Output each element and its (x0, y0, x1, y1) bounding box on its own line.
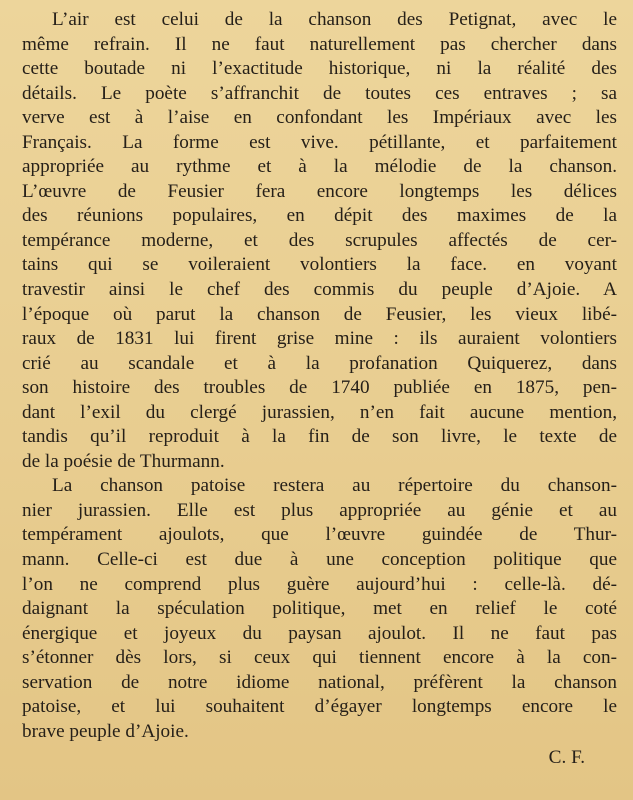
text-line: dant l’exil du clergé jurassien, n’en fait aucune mention, (22, 401, 617, 423)
text-line: daignant la spéculation politique, met en relief le coté (22, 598, 617, 620)
text-line: tempérance moderne, et des scrupules affectés de cer- (22, 229, 617, 251)
text-line: Français. La forme est vive. pétillante, et parfaitement (22, 131, 617, 153)
text-line: son histoire des troubles de 1740 publiée en 1875, pen- (22, 377, 617, 399)
paragraph-1 (22, 8, 617, 474)
text-line: servation de notre idiome national, préfèrent la chanson (22, 671, 617, 693)
paragraph-2 (22, 474, 617, 744)
text-line: de la poésie de Thurmann. (22, 450, 225, 472)
text-line: La chanson patoise restera au répertoire du chanson- (52, 475, 617, 497)
text-line: appropriée au rythme et à la mélodie de la chanson. (22, 156, 617, 178)
text-line: raux de 1831 lui firent grise mine : ils auraient volontiers (22, 328, 617, 350)
text-line: nier jurassien. Elle est plus appropriée au génie et au (22, 499, 617, 521)
text-line: détails. Le poète s’affranchit de toutes ces entraves ; sa (22, 82, 617, 104)
text-line: des réunions populaires, en dépit des maximes de la (22, 205, 617, 227)
text-line: cette boutade ni l’exactitude historique, ni la réalité des (22, 58, 617, 80)
text-line: tandis qu’il reproduit à la fin de son livre, le texte de (22, 426, 617, 448)
text-line: verve est à l’aise en confondant les Impériaux avec les (22, 107, 617, 129)
text-line: crié au scandale et à la profanation Quiquerez, dans (22, 352, 617, 374)
text-line: même refrain. Il ne faut naturellement pas chercher dans (22, 33, 617, 55)
text-line: tempérament ajoulots, que l’œuvre guindée de Thur- (22, 524, 617, 546)
text-line: L’air est celui de la chanson des Petignat, avec le (52, 9, 617, 30)
text-line: L’œuvre de Feusier fera encore longtemps les délices (22, 180, 617, 202)
text-line: patoise, et lui souhaitent d’égayer longtemps encore le (22, 696, 617, 718)
text-line: tains qui se voileraient volontiers la face. en voyant (22, 254, 617, 276)
text-line: brave peuple d’Ajoie. (22, 720, 189, 742)
author-signature: C. F. (548, 747, 585, 769)
text-line: l’époque où parut la chanson de Feusier, les vieux libé- (22, 303, 617, 325)
text-line: l’on ne comprend plus guère aujourd’hui : celle-là. dé- (22, 573, 617, 595)
text-line: mann. Celle-ci est due à une conception politique que (22, 549, 617, 571)
text-line: s’étonner dès lors, si ceux qui tiennent encore à la con- (22, 647, 617, 669)
text-line: énergique et joyeux du paysan ajoulot. Il ne faut pas (22, 622, 617, 644)
text-line: travestir ainsi le chef des commis du peuple d’Ajoie. A (22, 279, 617, 301)
